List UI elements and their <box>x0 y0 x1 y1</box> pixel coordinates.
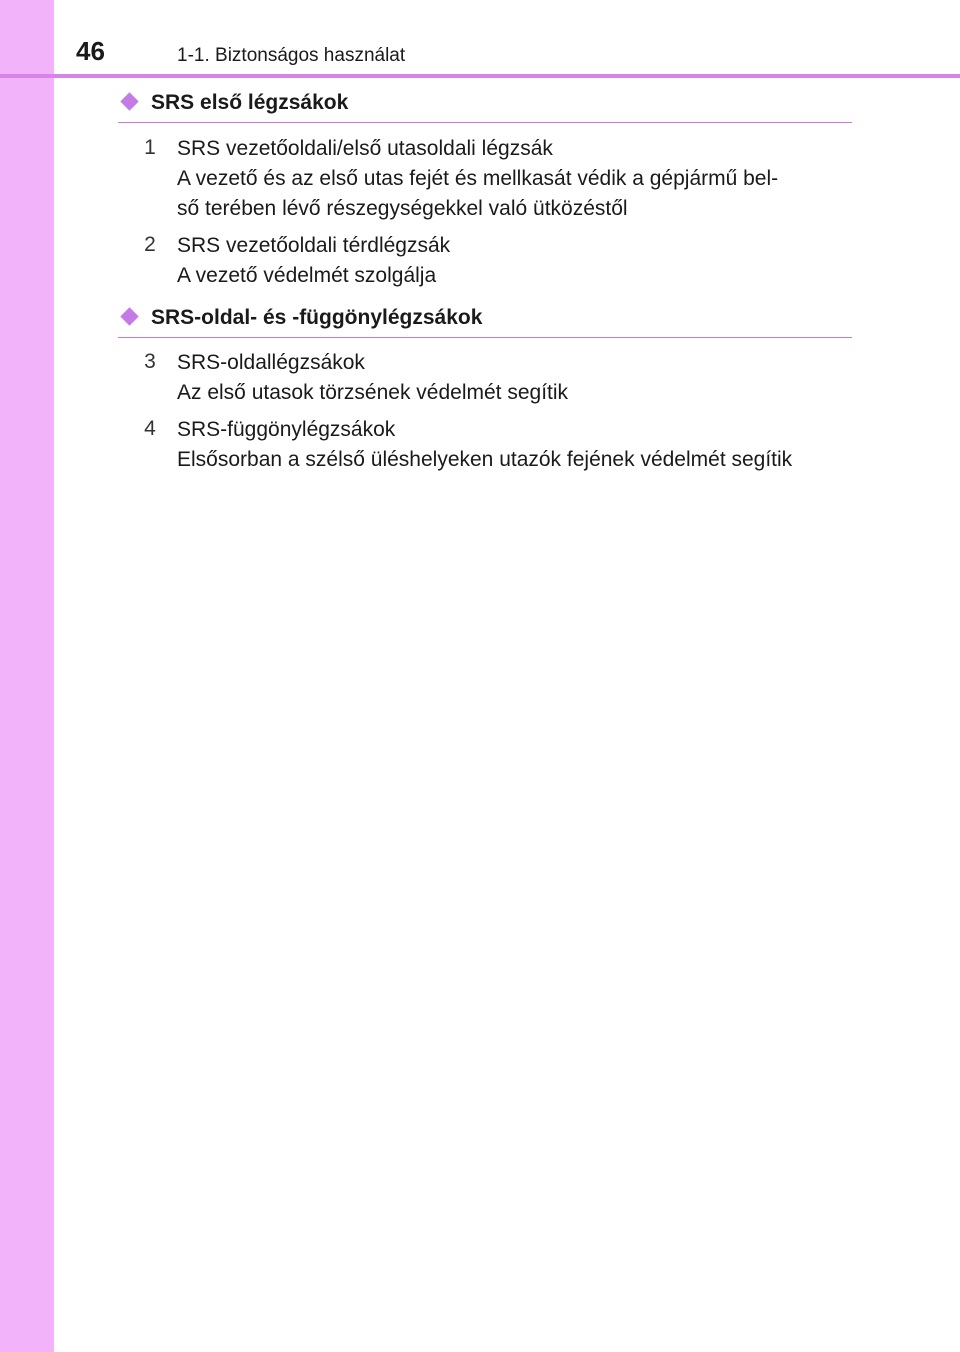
page-number: 46 <box>76 36 105 66</box>
item-text <box>177 134 778 224</box>
diamond-bullet-icon <box>120 92 138 110</box>
item-heading: SRS vezetőoldali térdlégzsák <box>177 234 451 257</box>
item-description: A vezető és az első utas fejét és mellkasát védik a gépjármű bel- <box>177 167 779 190</box>
item-heading: SRS-függönylégzsákok <box>177 418 396 441</box>
item-heading: SRS vezetőoldali/első utasoldali légzsák <box>177 137 553 160</box>
side-color-band <box>0 0 54 1352</box>
section-title: SRS első légzsákok <box>151 91 349 114</box>
item-text <box>177 231 450 291</box>
section-heading <box>118 305 852 338</box>
section-front-airbags <box>118 90 852 123</box>
item-number: 1 <box>144 136 156 159</box>
item-text <box>177 348 568 408</box>
item-description: A vezető védelmét szolgálja <box>177 264 437 287</box>
item-number: 4 <box>144 417 156 440</box>
diamond-bullet-icon <box>120 307 138 325</box>
item-description: Az első utasok törzsének védelmét segítik <box>177 381 569 404</box>
section-side-curtain-airbags <box>118 305 852 338</box>
section-title: SRS-oldal- és -függönylégzsákok <box>151 306 483 329</box>
item-number: 2 <box>144 233 156 256</box>
item-heading: SRS-oldallégzsákok <box>177 351 365 374</box>
section-heading <box>118 90 852 123</box>
item-text <box>177 415 792 475</box>
chapter-title: 1-1. Biztonságos használat <box>177 45 406 66</box>
item-description: ső terében lévő részegységekkel való ütközéstől <box>177 197 628 220</box>
item-number: 3 <box>144 350 156 373</box>
item-description: Elsősorban a szélső üléshelyeken utazók fejének védelmét segítik <box>177 448 793 471</box>
header-divider <box>0 74 960 78</box>
